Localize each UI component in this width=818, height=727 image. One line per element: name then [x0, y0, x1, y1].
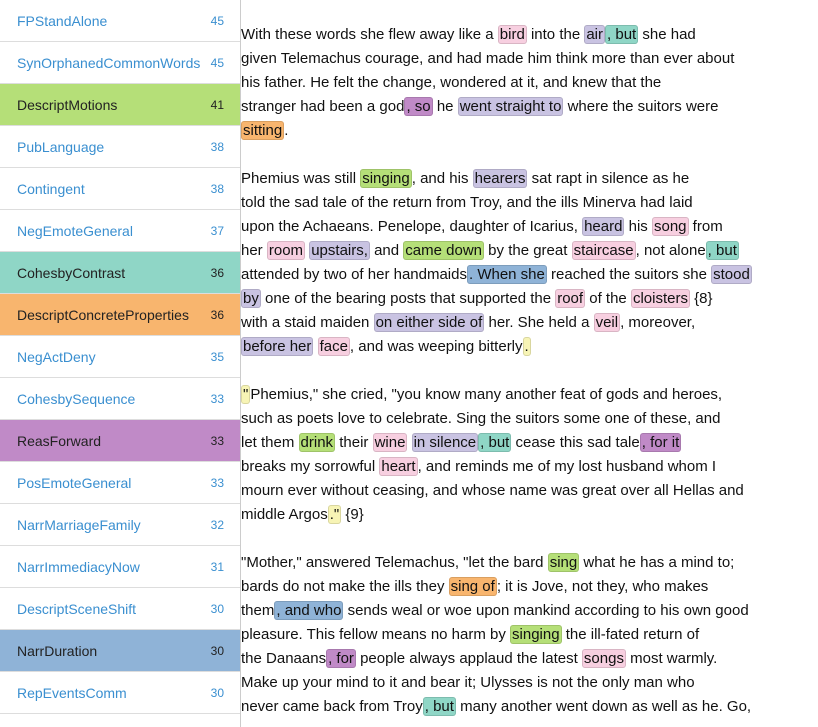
sidebar-item-label: SynOrphanedCommonWords — [17, 54, 201, 71]
highlighted-token[interactable]: , but — [707, 242, 737, 259]
highlighted-token[interactable]: air — [586, 26, 604, 43]
sidebar-item-label: PosEmoteGeneral — [17, 474, 132, 491]
sidebar-item-posemotegeneral[interactable] — [0, 462, 240, 504]
text-run: . — [284, 122, 289, 139]
sidebar-item-count: 38 — [210, 139, 224, 154]
sidebar-item-count: 31 — [210, 559, 224, 574]
sidebar-item-count: 37 — [210, 223, 224, 238]
sidebar-item-narrduration[interactable] — [0, 630, 240, 672]
highlighted-token[interactable]: cloisters — [632, 290, 688, 307]
sidebar-item-label: DescriptMotions — [17, 96, 118, 113]
sidebar-item-negemotegeneral[interactable] — [0, 210, 240, 252]
text-run: mourn ever without ceasing, and whose name was great over all Hellas and — [241, 482, 744, 499]
highlighted-token[interactable]: songs — [583, 650, 624, 667]
sidebar-item-descriptconcreteproperties[interactable] — [0, 294, 240, 336]
sidebar-item-label: CohesbySequence — [17, 390, 136, 407]
text-run: stranger had been a god — [241, 98, 405, 115]
highlighted-token[interactable]: drink — [300, 434, 334, 451]
text-run: attended by two of her handmaids — [241, 266, 467, 283]
sidebar-item-label: ReasForward — [17, 432, 102, 449]
text-run: , and was weeping bitterly — [349, 338, 523, 355]
text-run: Phemius was still — [241, 170, 361, 187]
highlighted-token[interactable]: , for it — [641, 434, 680, 451]
sidebar-item-label: DescriptConcreteProperties — [17, 306, 189, 323]
text-run: where the suitors were — [563, 98, 719, 115]
highlighted-token[interactable]: " — [243, 386, 249, 403]
text-run: from — [688, 218, 723, 235]
text-run: such as poets love to celebrate. Sing the suitors some one of these, and — [241, 410, 721, 427]
highlighted-token[interactable]: staircase — [573, 242, 634, 259]
sidebar-item-descriptsceneshift[interactable] — [0, 588, 240, 630]
text-run: her. She held a — [484, 314, 594, 331]
text-run: one of the bearing posts that supported the — [260, 290, 556, 307]
highlighted-token[interactable]: wine — [374, 434, 406, 451]
sidebar-item-cohesbycontrast[interactable] — [0, 252, 240, 294]
text-run — [407, 434, 411, 451]
text-run: her — [241, 242, 267, 259]
category-sidebar — [0, 0, 241, 727]
sidebar-item-repeventscomm[interactable] — [0, 672, 240, 714]
sidebar-item-count: 30 — [210, 601, 224, 616]
text-run: told the sad tale of the return from Troy, and the ills Minerva had laid — [241, 194, 693, 211]
text-reader-panel — [241, 0, 818, 727]
text-run: she had — [638, 26, 696, 43]
highlighted-token[interactable]: ." — [329, 506, 340, 523]
sidebar-item-count: 45 — [210, 13, 224, 28]
highlighted-token[interactable]: , so — [406, 98, 431, 115]
text-run: by the great — [484, 242, 572, 259]
sidebar-item-label: NarrDuration — [17, 642, 98, 659]
text-run: sat rapt in silence as he — [527, 170, 690, 187]
highlighted-token[interactable]: by — [243, 290, 259, 307]
sidebar-item-negactdeny[interactable] — [0, 336, 240, 378]
text-run: {8} — [689, 290, 713, 307]
sidebar-item-count: 30 — [210, 643, 224, 658]
highlighted-token[interactable]: veil — [595, 314, 619, 331]
text-run: "Mother," answered Telemachus, "let the bard — [241, 554, 548, 571]
text-run: his — [624, 218, 652, 235]
highlighted-token[interactable]: . — [524, 338, 529, 355]
highlighted-token[interactable]: hearers — [474, 170, 526, 187]
highlighted-token[interactable]: . When she — [468, 266, 545, 283]
text-run: most warmly. — [625, 650, 718, 667]
sidebar-item-count: 32 — [210, 517, 224, 532]
highlighted-token[interactable]: singing — [512, 626, 560, 643]
text-run: what he has a mind to; — [579, 554, 735, 571]
text-run: and — [369, 242, 404, 259]
text-run — [313, 338, 317, 355]
text-run: into the — [526, 26, 585, 43]
text-run: let them — [241, 434, 299, 451]
text-run: with a staid maiden — [241, 314, 374, 331]
text-run: the ill-fated return of — [561, 626, 700, 643]
text-paragraph — [241, 383, 801, 527]
text-run: people always applaud the latest — [355, 650, 582, 667]
text-paragraph — [241, 551, 801, 719]
text-run: upon the Achaeans. Penelope, daughter of Icarius, — [241, 218, 583, 235]
text-run: many another went down as well as he. Go, — [455, 698, 752, 715]
text-run: {9} — [341, 506, 364, 523]
highlighted-token[interactable]: went straight to — [459, 98, 562, 115]
sidebar-item-narrmarriagefamily[interactable] — [0, 504, 240, 546]
highlighted-token[interactable]: heard — [584, 218, 623, 235]
highlighted-token[interactable]: upstairs, — [311, 242, 368, 259]
text-run: With these words she flew away like a — [241, 26, 498, 43]
highlighted-token[interactable]: room — [268, 242, 304, 259]
sidebar-item-label: NegEmoteGeneral — [17, 222, 133, 239]
text-run: pleasure. This fellow means no harm by — [241, 626, 511, 643]
sidebar-item-reasforward[interactable] — [0, 420, 240, 462]
sidebar-item-label: PubLanguage — [17, 138, 105, 155]
text-run: ; it is Jove, not they, who makes — [496, 578, 709, 595]
highlighted-token[interactable]: roof — [557, 290, 584, 307]
sidebar-item-fpstandalone[interactable] — [0, 0, 240, 42]
sidebar-item-label: NegActDeny — [17, 348, 96, 365]
highlighted-token[interactable]: heart — [381, 458, 416, 475]
highlighted-token[interactable]: , for — [328, 650, 354, 667]
sidebar-item-count: 36 — [210, 265, 224, 280]
text-run: breaks my sorrowful — [241, 458, 380, 475]
text-run: Phemius," she cried, "you know many another feat of gods and heroes, — [250, 386, 723, 403]
text-run: never came back from Troy — [241, 698, 423, 715]
sidebar-item-label: CohesbyContrast — [17, 264, 126, 281]
text-run: of the — [585, 290, 631, 307]
sidebar-item-count: 41 — [210, 97, 224, 112]
highlighted-token[interactable]: singing — [362, 170, 410, 187]
text-run: their — [335, 434, 373, 451]
text-run: given Telemachus courage, and had made him think more than ever about — [241, 50, 735, 67]
text-run: he — [432, 98, 458, 115]
highlighted-token[interactable]: song — [653, 218, 687, 235]
highlighted-token[interactable]: sing — [549, 554, 578, 571]
text-run: cease this sad tale — [511, 434, 640, 451]
highlighted-token[interactable]: sing of — [450, 578, 495, 595]
sidebar-item-label: DescriptSceneShift — [17, 600, 137, 617]
sidebar-item-label: Contingent — [17, 180, 85, 197]
text-run: , and reminds me of my lost husband whom I — [417, 458, 717, 475]
highlighted-token[interactable]: , but — [480, 434, 510, 451]
text-run: reached the suitors she — [546, 266, 712, 283]
highlighted-token[interactable]: stood — [713, 266, 750, 283]
sidebar-item-cohesbysequence[interactable] — [0, 378, 240, 420]
text-run: his father. He felt the change, wondered at it, and knew that the — [241, 74, 662, 91]
sidebar-item-count: 45 — [210, 55, 224, 70]
sidebar-item-label: NarrImmediacyNow — [17, 558, 140, 575]
sidebar-item-contingent[interactable] — [0, 168, 240, 210]
text-run: Make up your mind to it and bear it; Ulysses is not the only man who — [241, 674, 695, 691]
highlighted-token[interactable]: , but — [424, 698, 454, 715]
text-paragraph — [241, 167, 801, 359]
sidebar-item-count: 33 — [210, 475, 224, 490]
text-run: them — [241, 602, 275, 619]
highlighted-token[interactable]: on either side of — [375, 314, 483, 331]
text-run: the Danaans — [241, 650, 327, 667]
sidebar-item-count: 36 — [210, 307, 224, 322]
text-paragraph — [241, 23, 801, 143]
text-run: sends weal or woe upon mankind according to his own good — [343, 602, 749, 619]
highlighted-token[interactable]: sitting — [243, 122, 283, 139]
sidebar-item-label: NarrMarriageFamily — [17, 516, 141, 533]
sidebar-item-publanguage[interactable] — [0, 126, 240, 168]
text-run: , not alone — [635, 242, 706, 259]
sidebar-item-count: 33 — [210, 433, 224, 448]
highlighted-token[interactable]: bird — [499, 26, 525, 43]
sidebar-item-count: 38 — [210, 181, 224, 196]
sidebar-item-count: 30 — [210, 685, 224, 700]
highlighted-token[interactable]: came down — [405, 242, 483, 259]
sidebar-item-descriptmotions[interactable] — [0, 84, 240, 126]
sidebar-item-label: FPStandAlone — [17, 12, 108, 29]
text-run: , and his — [411, 170, 473, 187]
sidebar-item-count: 33 — [210, 391, 224, 406]
sidebar-item-narrimmediacynow[interactable] — [0, 546, 240, 588]
sidebar-item-count: 35 — [210, 349, 224, 364]
sidebar-item-synorphanedcommonwords[interactable] — [0, 42, 240, 84]
highlighted-token[interactable]: , but — [607, 26, 637, 43]
text-run: middle Argos — [241, 506, 328, 523]
text-run: , moreover, — [620, 314, 696, 331]
annotated-text — [241, 23, 801, 727]
highlighted-token[interactable]: before her — [243, 338, 312, 355]
sidebar-item-label: RepEventsComm — [17, 684, 127, 701]
highlighted-token[interactable]: face — [319, 338, 348, 355]
highlighted-token[interactable]: in silence — [413, 434, 477, 451]
highlighted-token[interactable]: , and who — [276, 602, 342, 619]
text-run: bards do not make the ills they — [241, 578, 449, 595]
